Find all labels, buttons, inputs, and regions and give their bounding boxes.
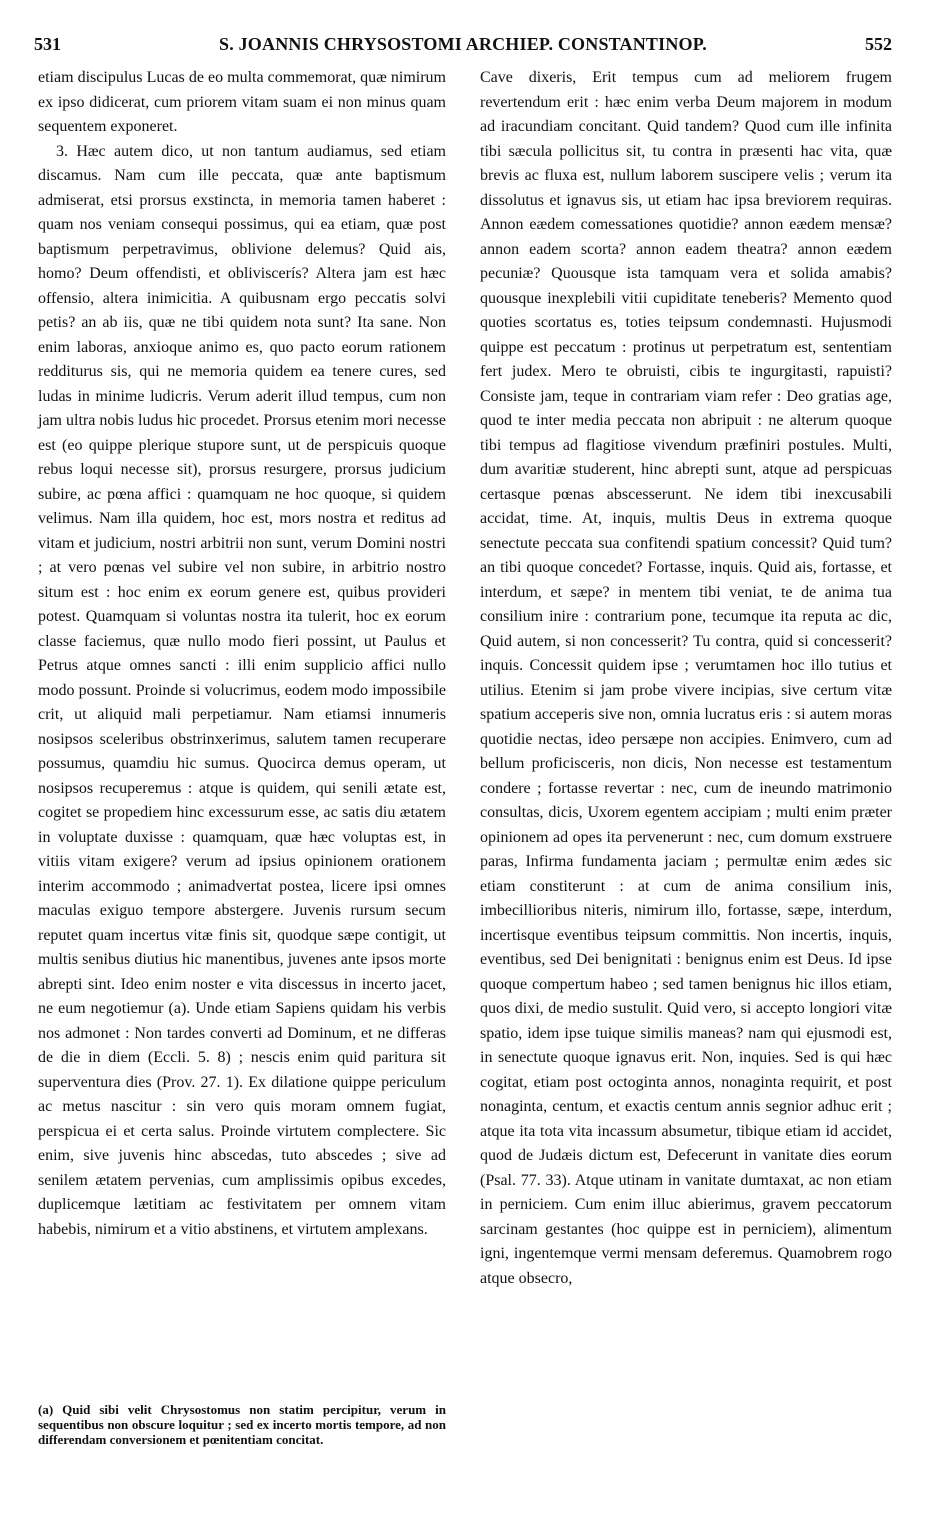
footnote: (a) Quid sibi velit Chrysostomus non statim percipitur, verum in sequentibus non obscure loquitur ; sed ex incerto mortis tempore, ad non differendam conversionem et pœnitentiam concitat.: [38, 1402, 446, 1447]
left-paragraph-2: 3. Hæc autem dico, ut non tantum audiamus, sed etiam discamus. Nam cum ille peccata, quæ ante baptismum admiserat, etsi prorsus exstincta, in memoria tamen haberet : quam nos veniam consequi possimus, qui ea etiam, quæ post baptismum perpetravimus, oblivione delemus? Quid ais, homo? Deum offendisti, et obliviscerís? Altera jam est hæc offensio, altera inimicitia. A quibusnam ergo peccatis solvi petis? an ab iis, quæ ne tibi quidem nota sunt? Ita sane. Non enim laboras, anxioque animo es, quo pacto eorum rationem redditurus sis, qui ne memoria quidem ea tenere cures, sed ludas in minime ludicris. Verum aderit illud tempus, cum non jam ultra nobis ludus hic procedet. Prorsus etenim mori necesse est (eo quippe plerique stupore sunt, ut de perspicuis quoque rebus loqui necesse sit), prorsus resurgere, prorsus judicium subire, ac pœna affici : quamquam ne hoc quoque, si quidem velimus. Nam illa quidem, hoc est, mors nostra et reditus ad vitam et judicium, nostri arbitrii non sunt, verum Domini nostri ; at vero pœnas vel subire vel non subire, in arbitrio nostro situm est : hoc enim ex eorum genere est, quibus provideri potest. Quamquam si voluntas nostra ita tulerit, hoc ex eorum classe faciemus, quæ nullo modo fieri possint, ut Paulus et Petrus atque omnes sancti : illi enim supplicio affici nullo modo possunt. Proinde si volucrimus, eodem modo impossibile crit, ut aliquid mali perpetiamur. Nam etiamsi innumeris nosipsos sceleribus obstrinxerimus, salutem tamen recuperare possumus, quamdiu hic sumus. Quocirca demus operam, ut nosipsos recuperemus : atque is quidem, qui senili ætate est, cogitet se propediem hinc excessurum esse, ac satis diu ætatem in voluptate duxisse : quamquam, quæ hæc voluptas est, in vitiis vitam exigere? verum ad ipsius opinionem orationem interim accommodo ; animadvertat postea, licere ipsi omnes maculas exiguo tempore abstergere. Juvenis rursum secum reputet quam incertus vitæ finis sit, quodque sæpe contigit, ut multis senibus diutius hic manentibus, juvenes ante ipsos morte abrepti sint. Ideo enim noster e vita discessus in incerto jacet, ne eum negotiemur (a). Unde etiam Sapiens quidam his verbis nos admonet : Non tardes converti ad Dominum, et ne differas de die in diem (Eccli. 5. 8) ; nescis enim quid paritura sit superventura dies (Prov. 27. 1). Ex dilatione quippe periculum ac metus nascitur : sin vero quis moram omnem fugiat, perspicua ei et certa salus. Proinde virtutem complectere. Sic enim, sive juvenis hinc abscedas, tuto abscedes ; sive ad senilem ætatem pervenias, cum amplissimis opibus excedes, duplicemque lætitiam ac festivitatem per omnem vitam habebis, nimirum et a vitio abstinens, et virtutem amplexans.: [38, 142, 446, 1238]
left-paragraph-1: etiam discipulus Lucas de eo multa commemorat, quæ nimirum ex ipso didicerat, cum priorem vitam suam ei non minus quam sequentem exponeret.: [38, 69, 446, 135]
running-title: S. JOANNIS CHRYSOSTOMI ARCHIEP. CONSTANTINOP.: [219, 34, 707, 54]
right-column: [480, 66, 892, 1291]
right-paragraph-1: Cave dixeris, Erit tempus cum ad meliorem frugem revertendum erit : hæc enim verba Deum majorem in modum ad iracundiam concitant. Quid tandem? Quod cum ille infinita tibi sæcula pollicitus sit, tu contra in præsenti hac vita, quæ brevis ac fluxa est, nullum laborem suscipere velis ; verum ita dissolutus et ignavus sis, ut etiam hac ipsa breviorem requiras. Annon eædem comessationes quotidie? annon eædem mensæ? annon eadem scorta? annon eadem theatra? annon eædem pecuniæ? Quousque ista tamquam vera et solida amabis? quousque inexplebili vitii cupiditate teneberis? Memento quod quoties scortatus es, toties teipsum condemnasti. Hujusmodi quippe est peccatum : protinus ut perpetratum est, sententiam fert judex. Mero te obruisti, cibis te ingurgitasti, rapuisti? Consiste jam, teque in contrariam viam refer : Deo gratias age, quod te inter media peccata non abripuit : ne alterum quoque tibi tempus ad flagitiose vivendum præfiniri postules. Multi, dum avaritiæ studerent, hinc abrepti sunt, atque ad perspicuas certasque pœnas abscesserunt. Ne idem tibi inexcusabili accidat, time. At, inquis, multis Deus in extrema quoque senectute peccata sua confitendi spatium concessit? Quid tum? an tibi quoque concedet? Fortasse, inquis. Quid ais, fortasse, et interdum, et sæpe? in mentem tibi veniat, te de anima tua consilium inire : contrarium pone, tecumque ita reputa ac dic, Quid autem, si non concesserit? Tu contra, quid si concesserit? inquis. Concessit quidem ipse ; verumtamen hoc illo tutius et utilius. Etenim si jam probe vivere incipias, sive certum vitæ spatium acceperis sive non, omnia lucratus eris : si autem moras quotidie nectas, ideo persæpe non accipies. Enimvero, cum ad bellum proficisceris, non dicis, Non necesse est testamentum condere ; fortasse revertar : nec, cum de ineundo matrimonio consultas, dicis, Uxorem egentem accipiam ; multi enim præter opinionem ad opes ita pervenerunt : nec, cum domum exstruere paras, Infirma fundamenta jaciam ; permultæ enim ædes sic etiam constiterunt : at cum de anima consilium inis, imbecillioribus niteris, nimirum illo, fortasse, sæpe, interdum, incertisque eventibus teipsum committis. Non incertis, inquis, eventibus, sed Dei benignitati : benignus enim est Deus. Id ipse quoque compertum habeo ; sed tamen benignus hic illos etiam, quos dixi, de medio sustulit. Quid vero, si accepto longiori vitæ spatio, idem ipse tuique similis maneas? nam qui ejusmodi est, in senectute quoque ignavus erit. Non, inquies. Sed is qui hæc cogitat, etiam post octoginta annos, nonaginta requirit, et post nonaginta, centum, et exactis centum annis segnior adhuc erit ; atque ita tota vita incassum absumetur, tibique etiam id accidet, quod de Judæis dictum est, Defecerunt in vanitate dies eorum (Psal. 77. 33). Atque utinam in vanitate dumtaxat, ac non etiam in perniciem. Cum enim illuc abierimus, gravem peccatorum sarcinam gestantes (hoc quippe est in perniciem), alimentum igni, ingentemque vermi mensam deferemus. Quamobrem rogo atque obsecro,: [480, 69, 892, 1287]
left-column: [38, 66, 446, 1242]
page-header: [34, 34, 892, 60]
page-number-left: 531: [34, 34, 61, 54]
page-number-right: 552: [865, 34, 892, 54]
